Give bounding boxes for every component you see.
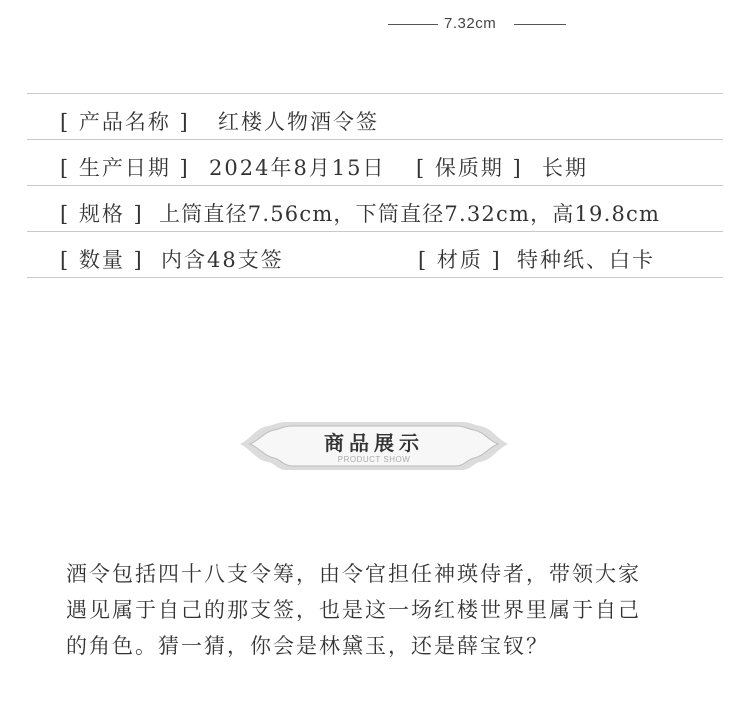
description-paragraph: [66, 556, 706, 664]
banner-subtitle: PRODUCT SHOW: [337, 455, 411, 464]
spec-key-date: [ 生产日期 ]: [60, 156, 190, 180]
spec-key-quantity: [ 数量 ]: [60, 248, 144, 272]
dimension-line-right: [514, 24, 566, 25]
spec-key-name: [ 产品名称 ]: [60, 110, 190, 134]
spec-key-size: [ 规格 ]: [60, 202, 144, 226]
section-banner: [238, 420, 510, 472]
banner-title: 商品展示: [324, 431, 424, 455]
spec-value-date: 2024年8月15日: [209, 156, 386, 180]
spec-value-name: 红楼人物酒令签: [218, 110, 379, 134]
spec-row-size: [27, 185, 723, 231]
description-line: 的角色。猜一猜，你会是林黛玉，还是薛宝钗？: [66, 634, 549, 658]
dimension-indicator: [388, 14, 566, 34]
dimension-label: 7.32cm: [444, 15, 497, 32]
spec-key-material: [ 材质 ]: [418, 248, 502, 272]
spec-row-name: [27, 93, 723, 139]
spec-value-quantity: 内含48支签: [161, 248, 284, 272]
description-line: 酒令包括四十八支令筹，由令官担任神瑛侍者，带领大家: [66, 562, 641, 586]
spec-value-material: 特种纸、白卡: [517, 248, 655, 272]
spec-key-shelf-life: [ 保质期 ]: [416, 156, 523, 180]
spec-row-quantity: [27, 231, 723, 278]
dimension-line-left: [388, 24, 438, 25]
spec-row-date: [27, 139, 723, 185]
spec-value-size: 上筒直径7.56cm，下筒直径7.32cm，高19.8cm: [159, 202, 661, 226]
description-line: 遇见属于自己的那支签，也是这一场红楼世界里属于自己: [66, 598, 641, 622]
spec-value-shelf-life: 长期: [542, 156, 588, 180]
spec-table: [27, 93, 723, 278]
